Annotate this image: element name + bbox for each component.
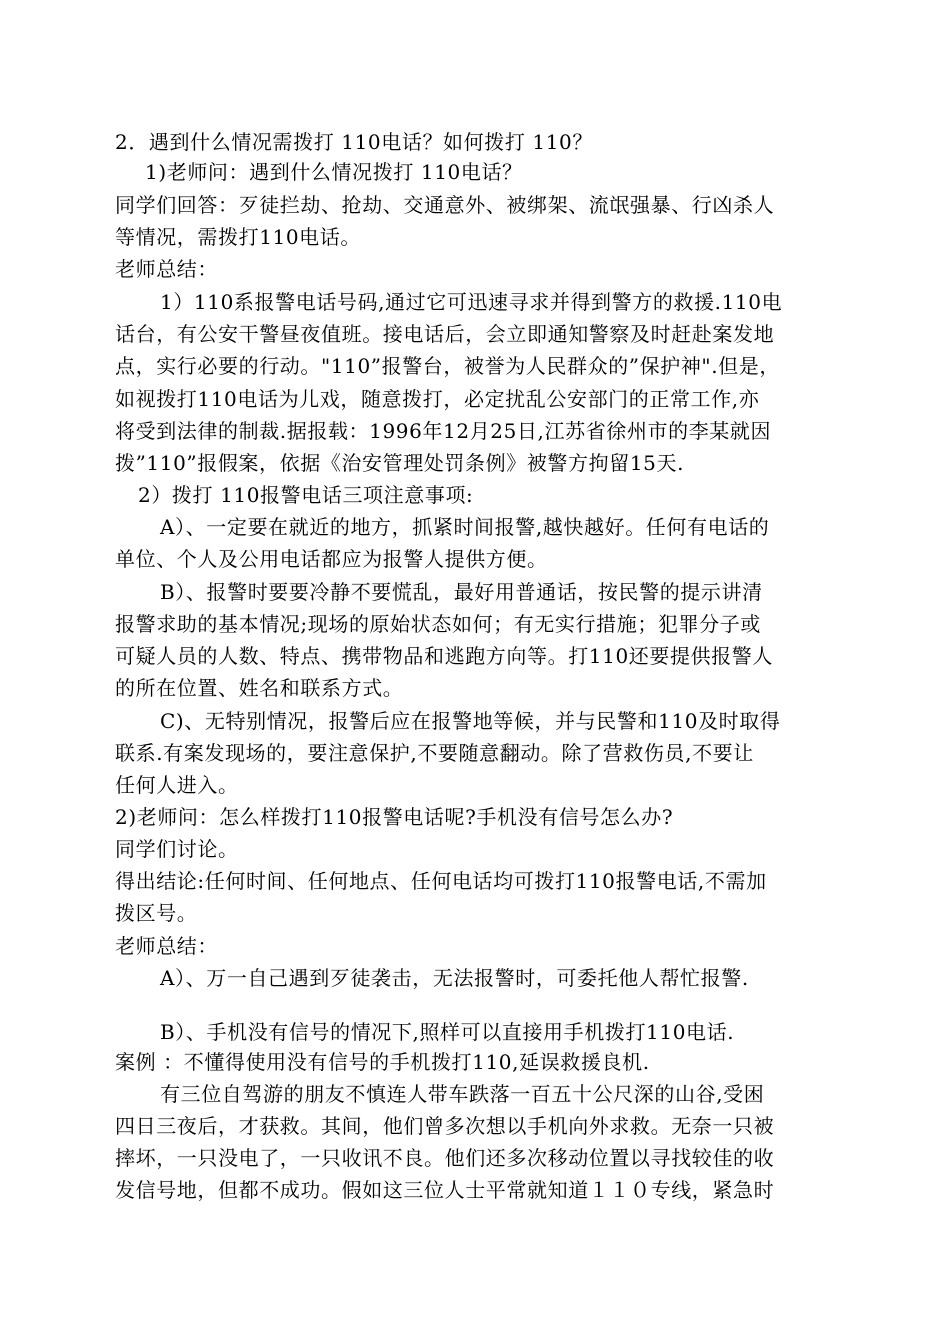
paragraph-line: 四日三夜后，才获救。其间，他们曾多次想以手机向外求救。无奈一只被 [115,1114,775,1138]
paragraph-line: 的所在位置、姓名和联系方式。 [115,676,404,700]
paragraph-line: 有三位自驾游的朋友不慎连人带车跌落一百五十公尺深的山谷,受困 [160,1082,765,1106]
paragraph-line: 摔坏，一只没电了，一只收讯不良。他们还多次移动位置以寻找较佳的收 [115,1146,775,1170]
paragraph-line: 发信号地，但都不成功。假如这三位人士平常就知道１１０专线，紧急时 [115,1178,775,1202]
section-heading: 2．遇到什么情况需拨打 110电话？如何拨打 110？ [115,130,593,154]
student-answer-line-2: 等情况，需拨打110电话。 [115,225,361,249]
case-heading: 案例 ：不懂得使用没有信号的手机拨打110,延误救援良机. [115,1050,650,1074]
paragraph-line: 联系.有案发现场的，要注意保护,不要随意翻动。除了营救伤员,不要让 [115,741,754,765]
teacher-question-2: 2)老师问：怎么样拨打110报警电话呢?手机没有信号怎么办? [115,805,674,829]
subsection-heading: 2）拨打 110报警电话三项注意事项: [138,483,474,507]
paragraph-line: 任何人进入。 [115,773,239,797]
paragraph-line: C)、无特别情况，报警后应在报警地等候，并与民警和110及时取得 [160,709,781,733]
paragraph-line: 拨”110”报假案，依据《治安管理处罚条例》被警方拘留15天. [115,451,685,475]
conclusion-line-2: 拨区号。 [115,901,198,925]
paragraph-line: 1）110系报警电话号码,通过它可迅速寻求并得到警方的救援.110电 [160,290,783,314]
paragraph-line: 报警求助的基本情况;现场的原始状态如何；有无实行措施；犯罪分子或 [115,612,761,636]
paragraph-line: 如视拨打110电话为儿戏，随意拨打，必定扰乱公安部门的正常工作,亦 [115,387,760,411]
paragraph-line: 话台，有公安干警昼夜值班。接电话后，会立即通知警察及时赶赴案发地 [115,322,775,346]
discussion-line: 同学们讨论。 [115,837,239,861]
paragraph-line: 点，实行必要的行动。"110”报警台，被誉为人民群众的”保护神".但是， [115,354,780,378]
paragraph-line: B）、报警时要要冷静不要慌乱，最好用普通话，按民警的提示讲清 [160,580,763,604]
teacher-summary-label: 老师总结： [115,934,218,958]
paragraph-line: 可疑人员的人数、特点、携带物品和逃跑方向等。打110还要提供报警人 [115,644,773,668]
paragraph-line: A）、一定要在就近的地方，抓紧时间报警,越快越好。任何有电话的 [160,515,770,539]
student-answer-line-1: 同学们回答：歹徒拦劫、抢劫、交通意外、被绑架、流氓强暴、行凶杀人 [115,193,775,217]
paragraph-line: A）、万一自己遇到歹徒袭击，无法报警时，可委托他人帮忙报警. [160,966,749,990]
teacher-question-1: 1)老师问：遇到什么情况拨打 110电话？ [145,160,523,184]
paragraph-line: 单位、个人及公用电话都应为报警人提供方便。 [115,547,548,571]
paragraph-line: 将受到法律的制裁.据报载：1996年12月25日,江苏省徐州市的李某就因 [115,419,772,443]
teacher-summary-label: 老师总结： [115,257,218,281]
paragraph-line: B）、手机没有信号的情况下,照样可以直接用手机拨打110电话. [160,1020,735,1044]
conclusion-line-1: 得出结论:任何时间、任何地点、任何电话均可拨打110报警电话,不需加 [115,869,767,893]
